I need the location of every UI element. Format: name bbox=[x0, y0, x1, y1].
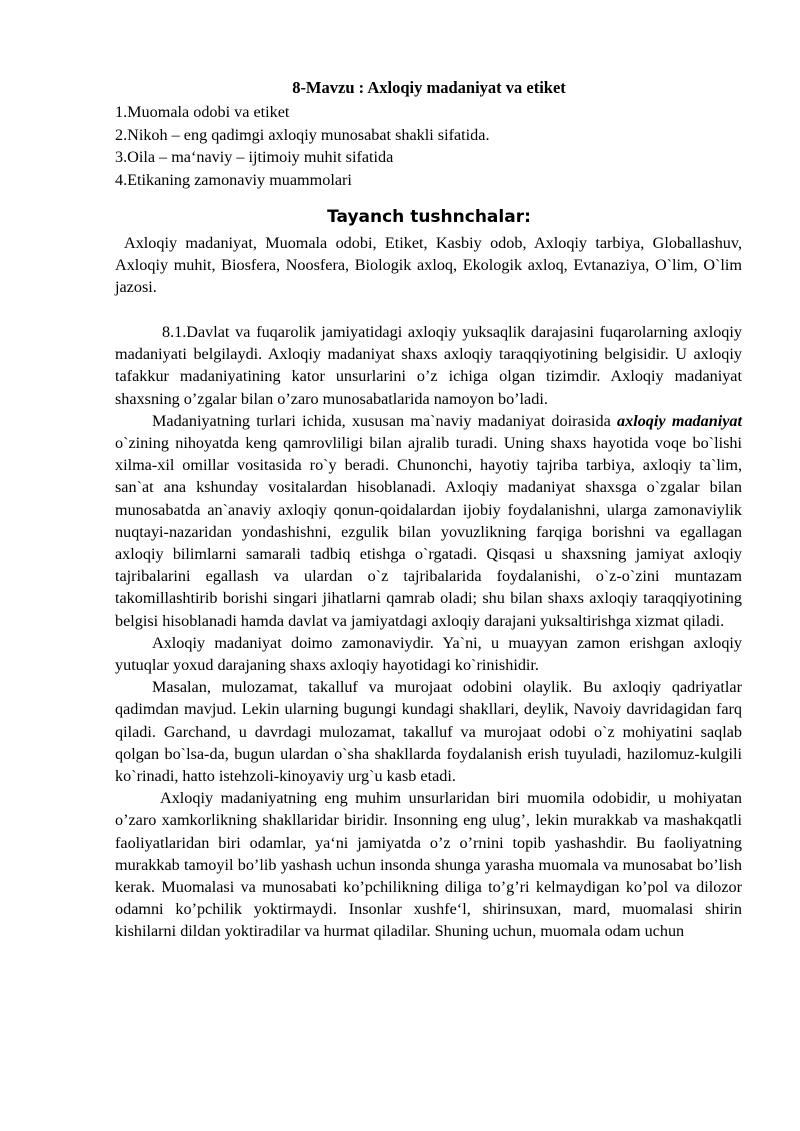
key-concepts-heading: Tayanch tushnchalar: bbox=[327, 207, 531, 227]
outline-item: 2.Nikoh – eng qadimgi axloqiy munosabat shakli sifatida. bbox=[115, 125, 490, 144]
key-concepts-text: Axloqiy madaniyat, Muomala odobi, Etiket, Kasbiy odob, Axloqiy tarbiya, Globallashuv, Axloqiy muhit, Biosfera, Noosfera, Biologik axloq, Ekologik axloq, Evtanaziya, O`lim, O`lim jazosi. bbox=[115, 234, 742, 297]
document-title: 8-Mavzu : Axloqiy madaniyat va etiket bbox=[292, 78, 566, 97]
paragraph: Axloqiy madaniyatning eng muhim unsurlaridan biri muomila odobidir, u mohiyatan o’zaro xamkorlikning shakllaridar biridir. Insonning eng ulug’, lekin murakkab va mashakqatli faoliyatlaridan biri odamlar, ya‘ni jamiyatda o’z o’rnini topib yashashdir. Bu faoliyatning murakkab tamoyil bo’lib yashash uchun insonda shunga yarasha muomala va munosabat bo’lish kerak. Muomalasi va munosabati ko’pchilikning diliga to’g’ri kelmaydigan ko’pol va dilozor odamni ko’pchilik yoktirmaydi. Insonlar xushfe‘l, shirinsuxan, mard, muomalasi shirin kishilarni dildan yoktiradilar va hurmat qiladilar. Shuning uchun, muomala odam uchun bbox=[115, 789, 742, 941]
paragraph-text: o`zining nihoyatda keng qamrovliligi bilan ajralib turadi. Uning shaxs hayotida voqe bo`lishi xilma-xil omillar vositasida ro`y beradi. Chunonchi, hayotiy tajriba tarbiya, axloqiy ta`lim, san`at ana kshunday vositalardan hisoblanadi. Axloqiy madaniyat shaxsga o`zgalar bilan munosabatda an`anaviy axloqiy qonun-qoidalardan ijobiy foydalanishni, ularga zamonaviylik nuqtayi-nazaridan yondashishni, ezgulik bilan yovuzlikning farqiga borishni va egallagan axloqiy bilimlarni samarali tadbiq etishga o`rgatadi. Qisqasi u shaxsning jamiyat axloqiy tajribalarini egallash va ulardan o`z tajribalarida foydalanishi, o`z-o`zini muntazam takomillashtirib borishi singari jihatlarni qamrab oladi; shu bilan shaxs axloqiy taraqqiyotining belgisi hisoblanadi hamda davlat va jamiyatdagi axloqiy darajani yuksaltirishga xizmat qiladi. bbox=[115, 434, 742, 630]
paragraph: Masalan, mulozamat, takalluf va murojaat odobini olaylik. Bu axloqiy qadriyatlar qadimdan mavjud. Lekin ularning bugungi kundagi shakllari, deylik, Navoiy davridagidan farq qiladi. Garchand, u davrdagi mulozamat, takalluf va murojaat odobi o`z mohiyatini saqlab qolgan bo`lsa-da, bugun ulardan o`sha shakllarda foydalanish erish tuyuladi, hazilomuz-kulgili ko`rinadi, hatto istehzoli-kinoyaviy urg`u kasb etadi. bbox=[115, 678, 742, 786]
paragraph: 8.1.Davlat va fuqarolik jamiyatidagi axloqiy yuksaqlik darajasini fuqarolarning axloqiy madaniyati belgilaydi. Axloqiy madaniyat shaxs axloqiy taraqqiyotining belgisidir. U axloqiy tafakkur madaniyatining kator unsurlarini o’z ichiga olgan tizimdir. Axloqiy madaniyat shaxsning o’zgalar bilan o’zaro munosabatlarida namoyon bo’ladi. bbox=[115, 323, 742, 408]
document-body bbox=[115, 321, 742, 943]
paragraph bbox=[115, 410, 742, 632]
emphasized-term: axloqiy madaniyat bbox=[617, 411, 742, 430]
outline-item: 4.Etikaning zamonaviy muammolari bbox=[115, 170, 352, 189]
paragraph: Axloqiy madaniyat doimo zamonaviydir. Ya`ni, u muayyan zamon erishgan axloqiy yutuqlar yoxud darajaning shaxs axloqiy hayotidagi ko`rinishidir. bbox=[115, 633, 742, 675]
outline-item: 3.Oila – ma‘naviy – ijtimoiy muhit sifatida bbox=[115, 148, 394, 166]
outline-item: 1.Muomala odobi va etiket bbox=[115, 103, 290, 121]
topic-outline bbox=[115, 101, 755, 191]
paragraph-text: Madaniyatning turlari ichida, xususan ma`naviy madaniyat doirasida bbox=[152, 411, 618, 430]
